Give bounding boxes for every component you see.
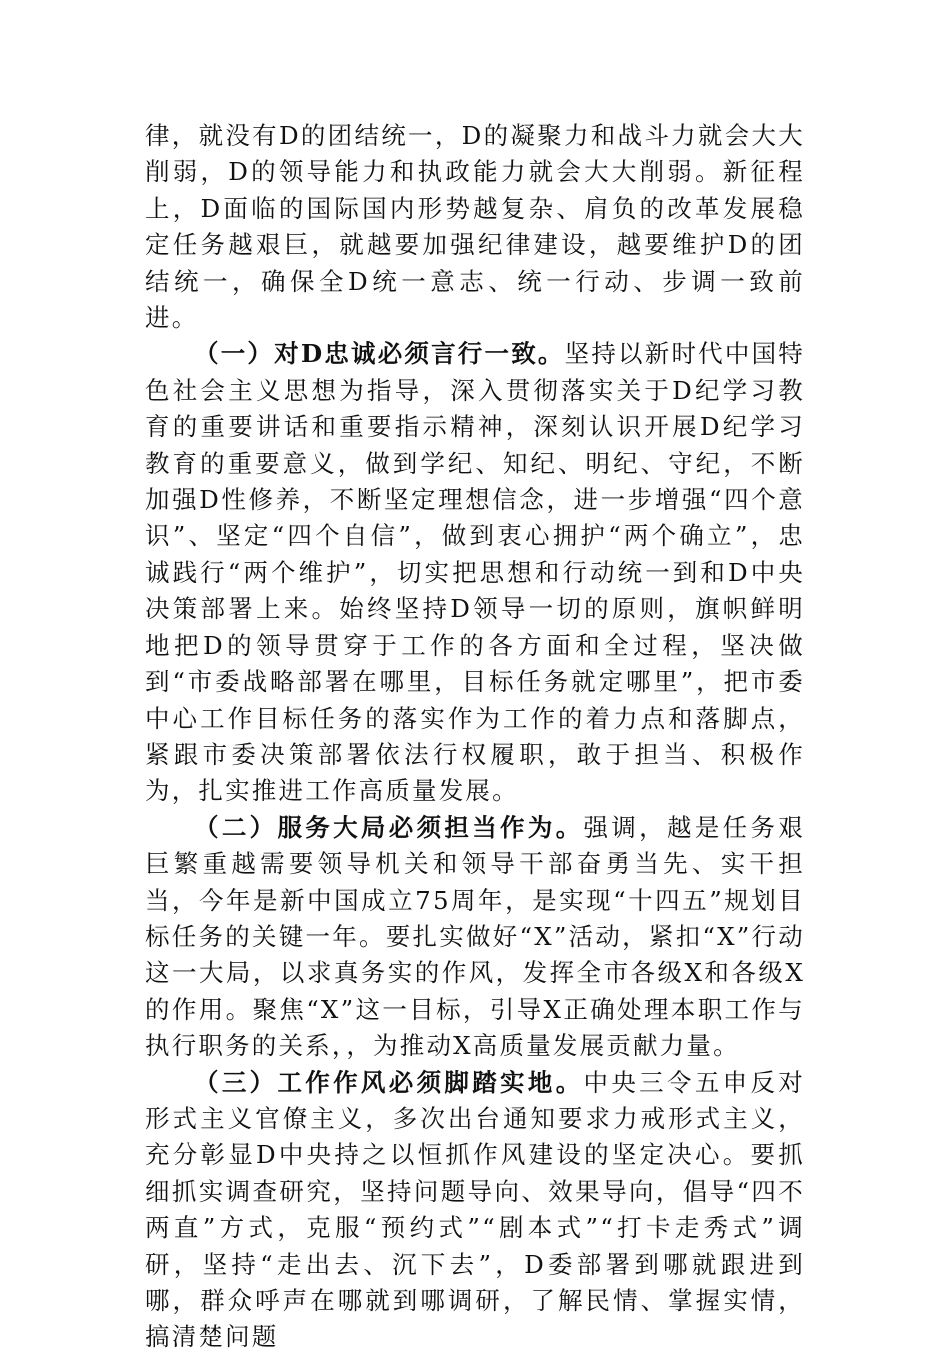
section-heading-1: （一）对D忠诚必须言行一致。	[194, 339, 565, 369]
paragraph-text: 坚持以新时代中国特色社会主义思想为指导，深入贯彻落实关于D纪学习教育的重要讲话和重要指示精神，深刻认识开展D纪学习教育的重要意义，做到学纪、知纪、明纪、守纪，不断加强D性修养，不断坚定理想信念，进一步增强“四个意识”、坚定“四个自信”，做到衷心拥护“两个确立”，忠诚践行“两个维护”，切实把思想和行动统一到和D中央决策部署上来。始终坚持D领导一切的原则，旗帜鲜明地把D的领导贯穿于工作的各方面和全过程，坚决做到“市委战略部署在哪里，目标任务就定哪里”，把市委中心工作目标任务的落实作为工作的着力点和落脚点，紧跟市委决策部署依法行权履职，敢于担当、积极作为，扎实推进工作高质量发展。	[145, 339, 805, 806]
paragraph-section-1	[145, 336, 805, 809]
paragraph-text: 强调，越是任务艰巨繁重越需要领导机关和领导干部奋勇当先、实干担当，今年是新中国成立75周年，是实现“十四五”规划目标任务的关键一年。要扎实做好“X”活动，紧扣“X”行动这一大局，以求真务实的作风，发挥全市各级X和各级X的作用。聚焦“X”这一目标，引导X正确处理本职工作与执行职务的关系，，为推动X高质量发展贡献力量。	[145, 812, 805, 1061]
document-body	[145, 118, 805, 1356]
section-heading-2: （二）服务大局必须担当作为。	[194, 812, 584, 842]
paragraph-text: 律，就没有D的团结统一，D的凝聚力和战斗力就会大大削弱，D的领导能力和执政能力就会大大削弱。新征程上，D面临的国际国内形势越复杂、肩负的改革发展稳定任务越艰巨，就越要加强纪律建设，越要维护D的团结统一，确保全D统一意志、统一行动、步调一致前进。	[145, 121, 805, 333]
section-heading-3: （三）工作作风必须脚踏实地。	[194, 1067, 584, 1097]
paragraph-section-2	[145, 810, 805, 1065]
paragraph-intro	[145, 118, 805, 336]
paragraph-text: 中央三令五申反对形式主义官僚主义，多次出台通知要求力戒形式主义，充分彰显D中央持之以恒抓作风建设的坚定决心。要抓细抓实调查研究，坚持问题导向、效果导向，倡导“四不两直”方式，克服“预约式”“剧本式”“打卡走秀式”调研，坚持“走出去、沉下去”，D委部署到哪就跟进到哪，群众呼声在哪就到哪调研，了解民情、掌握实情，搞清楚问题	[145, 1067, 805, 1352]
paragraph-section-3	[145, 1065, 805, 1356]
